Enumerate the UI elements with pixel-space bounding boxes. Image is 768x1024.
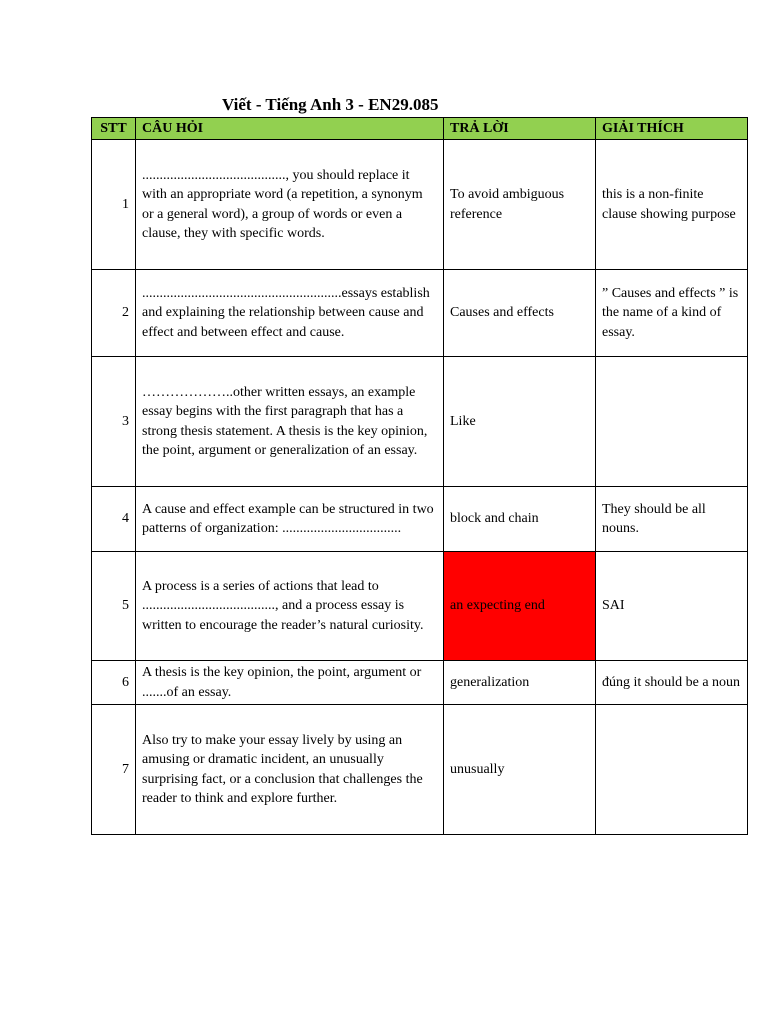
- table-row: [92, 705, 748, 835]
- question-cell: A cause and effect example can be structured in two patterns of organization: ..................................: [136, 487, 444, 552]
- question-cell: .........................................................essays establish and explaining the relationship between cause and effect and between effect and cause.: [136, 270, 444, 357]
- explanation-cell: this is a non-finite clause showing purpose: [596, 140, 748, 270]
- answer-cell: generalization: [444, 661, 596, 705]
- table-row: [92, 661, 748, 705]
- answer-cell: Like: [444, 357, 596, 487]
- explanation-cell: đúng it should be a noun: [596, 661, 748, 705]
- question-cell: A process is a series of actions that lead to ......................................, and a process essay is written to encourage the reader’s natural curiosity.: [136, 552, 444, 661]
- row-number: 4: [92, 487, 136, 552]
- row-number: 6: [92, 661, 136, 705]
- row-number: 7: [92, 705, 136, 835]
- table-row: [92, 140, 748, 270]
- question-cell: A thesis is the key opinion, the point, argument or .......of an essay.: [136, 661, 444, 705]
- page-title: Viết - Tiếng Anh 3 - EN29.085: [222, 95, 439, 114]
- header-explanation: GIẢI THÍCH: [596, 118, 748, 140]
- table-row: [92, 487, 748, 552]
- explanation-cell: ” Causes and effects ” is the name of a kind of essay.: [596, 270, 748, 357]
- header-stt: STT: [92, 118, 136, 140]
- answer-cell: unusually: [444, 705, 596, 835]
- explanation-cell: [596, 705, 748, 835]
- table-header-row: [92, 118, 748, 140]
- answer-cell: To avoid ambiguous reference: [444, 140, 596, 270]
- row-number: 2: [92, 270, 136, 357]
- question-cell: ........................................., you should replace it with an appropriate word (a repetition, a synonym or a general word), a group of words or even a clause, they with specific words.: [136, 140, 444, 270]
- explanation-cell: They should be all nouns.: [596, 487, 748, 552]
- qa-table: [91, 117, 748, 835]
- row-number: 3: [92, 357, 136, 487]
- row-number: 1: [92, 140, 136, 270]
- explanation-cell: [596, 357, 748, 487]
- header-question: CÂU HỎI: [136, 118, 444, 140]
- answer-cell: Causes and effects: [444, 270, 596, 357]
- table-row: [92, 357, 748, 487]
- question-cell: Also try to make your essay lively by using an amusing or dramatic incident, an unusually surprising fact, or a conclusion that challenges the reader to think and explore further.: [136, 705, 444, 835]
- explanation-cell: SAI: [596, 552, 748, 661]
- answer-cell-wrong: an expecting end: [444, 552, 596, 661]
- question-cell: ………………..other written essays, an example essay begins with the first paragraph that has a strong thesis statement. A thesis is the key opinion, the point, argument or generalization of an essay.: [136, 357, 444, 487]
- header-answer: TRẢ LỜI: [444, 118, 596, 140]
- row-number: 5: [92, 552, 136, 661]
- table-row: [92, 552, 748, 661]
- answer-cell: block and chain: [444, 487, 596, 552]
- table-row: [92, 270, 748, 357]
